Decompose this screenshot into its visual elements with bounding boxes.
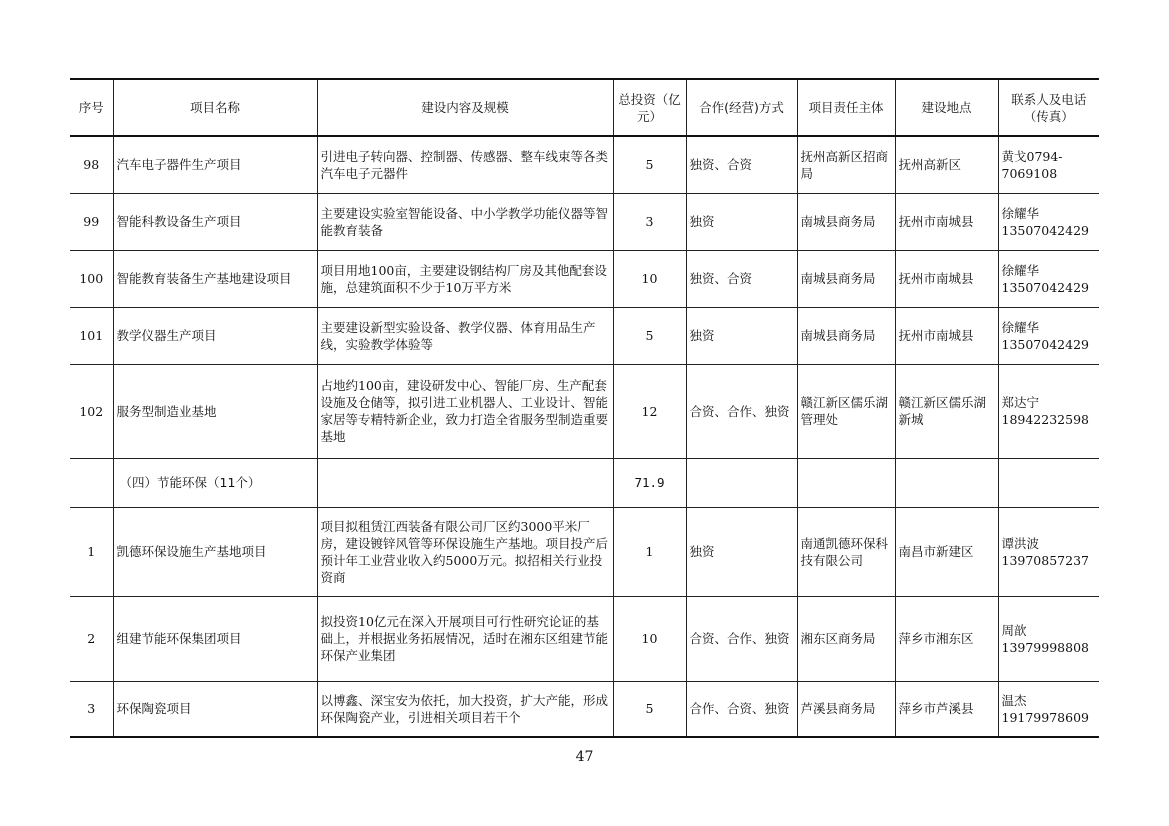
header-content: 建设内容及规模 bbox=[317, 79, 613, 136]
row-contact bbox=[998, 136, 1099, 193]
row-location: 萍乡市芦溪县 bbox=[895, 681, 998, 737]
contact-name: 温杰 bbox=[1001, 692, 1027, 708]
contact-name: 谭洪波 bbox=[1001, 535, 1040, 551]
row-seq: 102 bbox=[70, 364, 113, 458]
contact-phone: 19179978609 bbox=[1001, 709, 1089, 725]
row-owner: 南通凯德环保科技有限公司 bbox=[797, 507, 895, 596]
row-cooperation: 独资 bbox=[686, 193, 797, 250]
header-seq: 序号 bbox=[70, 79, 113, 136]
row-content: 项目用地100亩，主要建设钢结构厂房及其他配套设施，总建筑面积不少于10万平方米 bbox=[317, 250, 613, 307]
row-location: 抚州市南城县 bbox=[895, 250, 998, 307]
row-content: 主要建设实验室智能设备、中小学教学功能仪器等智能教育装备 bbox=[317, 193, 613, 250]
row-cooperation: 合资、合作、独资 bbox=[686, 596, 797, 681]
row-content: 拟投资10亿元在深入开展项目可行性研究论证的基础上，并根据业务拓展情况，适时在湘东区组建节能环保产业集团 bbox=[317, 596, 613, 681]
contact-name: 徐耀华 bbox=[1001, 262, 1040, 278]
row-cooperation: 合作、合资、独资 bbox=[686, 681, 797, 737]
row-seq: 99 bbox=[70, 193, 113, 250]
row-cooperation: 独资、合资 bbox=[686, 136, 797, 193]
row-name: 汽车电子器件生产项目 bbox=[113, 136, 317, 193]
row-investment: 5 bbox=[613, 307, 686, 364]
contact-name: 郑达宁 bbox=[1001, 395, 1040, 410]
row-contact bbox=[998, 364, 1099, 458]
table-row bbox=[70, 596, 1099, 681]
table-row bbox=[70, 193, 1099, 250]
section-owner bbox=[797, 458, 895, 507]
row-investment: 12 bbox=[613, 364, 686, 458]
section-seq bbox=[70, 458, 113, 507]
row-name: 服务型制造业基地 bbox=[113, 364, 317, 458]
row-name: 智能教育装备生产基地建设项目 bbox=[113, 250, 317, 307]
row-location: 抚州市南城县 bbox=[895, 193, 998, 250]
row-cooperation: 独资、合资 bbox=[686, 250, 797, 307]
row-name: 智能科教设备生产项目 bbox=[113, 193, 317, 250]
row-name: 凯德环保设施生产基地项目 bbox=[113, 507, 317, 596]
contact-name: 徐耀华 bbox=[1001, 205, 1040, 221]
row-contact bbox=[998, 596, 1099, 681]
row-location: 赣江新区儒乐湖新城 bbox=[895, 364, 998, 458]
section-title: （四）节能环保（11个） bbox=[113, 458, 317, 507]
row-owner: 赣江新区儒乐湖管理处 bbox=[797, 364, 895, 458]
table-row bbox=[70, 307, 1099, 364]
header-contact: 联系人及电话（传真） bbox=[998, 79, 1099, 136]
section-location bbox=[895, 458, 998, 507]
row-contact bbox=[998, 250, 1099, 307]
table-row bbox=[70, 250, 1099, 307]
row-cooperation: 独资 bbox=[686, 307, 797, 364]
row-owner: 南城县商务局 bbox=[797, 193, 895, 250]
row-investment: 10 bbox=[613, 250, 686, 307]
contact-phone: 13979998808 bbox=[1001, 639, 1089, 655]
row-seq: 2 bbox=[70, 596, 113, 681]
contact-phone: 13507042429 bbox=[1001, 222, 1089, 238]
table-row bbox=[70, 364, 1099, 458]
header-investment: 总投资（亿元） bbox=[613, 79, 686, 136]
row-content: 占地约100亩，建设研发中心、智能厂房、生产配套设施及仓储等，拟引进工业机器人、工业设计、智能家居等专精特新企业，致力打造全省服务型制造重要基地 bbox=[317, 364, 613, 458]
table-row bbox=[70, 681, 1099, 737]
header-name: 项目名称 bbox=[113, 79, 317, 136]
row-content: 主要建设新型实验设备、教学仪器、体育用品生产线，实验教学体验等 bbox=[317, 307, 613, 364]
table-header-row bbox=[70, 79, 1099, 136]
row-owner: 芦溪县商务局 bbox=[797, 681, 895, 737]
row-content: 以博鑫、深宝安为依托，加大投资，扩大产能，形成环保陶瓷产业，引进相关项目若干个 bbox=[317, 681, 613, 737]
row-name: 教学仪器生产项目 bbox=[113, 307, 317, 364]
row-seq: 98 bbox=[70, 136, 113, 193]
row-investment: 5 bbox=[613, 136, 686, 193]
contact-name: 徐耀华 bbox=[1001, 319, 1040, 335]
row-location: 萍乡市湘东区 bbox=[895, 596, 998, 681]
contact-name: 黄戈0794- bbox=[1001, 148, 1063, 164]
contact-phone: 13970857237 bbox=[1001, 552, 1089, 568]
contact-phone: 18942232598 bbox=[1001, 412, 1089, 427]
row-content: 项目拟租赁江西装备有限公司厂区约3000平米厂房，建设镀锌风管等环保设施生产基地。项目投产后预计年工业营业收入约5000万元。拟招相关行业投资商 bbox=[317, 507, 613, 596]
row-investment: 5 bbox=[613, 681, 686, 737]
row-owner: 南城县商务局 bbox=[797, 307, 895, 364]
project-table bbox=[70, 78, 1099, 738]
row-seq: 1 bbox=[70, 507, 113, 596]
row-owner: 抚州高新区招商局 bbox=[797, 136, 895, 193]
row-investment: 1 bbox=[613, 507, 686, 596]
table-row bbox=[70, 507, 1099, 596]
row-location: 南昌市新建区 bbox=[895, 507, 998, 596]
section-cooperation bbox=[686, 458, 797, 507]
row-location: 抚州市南城县 bbox=[895, 307, 998, 364]
row-name: 组建节能环保集团项目 bbox=[113, 596, 317, 681]
header-location: 建设地点 bbox=[895, 79, 998, 136]
section-contact bbox=[998, 458, 1099, 507]
row-owner: 湘东区商务局 bbox=[797, 596, 895, 681]
row-seq: 3 bbox=[70, 681, 113, 737]
row-owner: 南城县商务局 bbox=[797, 250, 895, 307]
contact-name: 周歆 bbox=[1001, 622, 1027, 638]
row-seq: 101 bbox=[70, 307, 113, 364]
contact-phone: 13507042429 bbox=[1001, 336, 1089, 352]
header-owner: 项目责任主体 bbox=[797, 79, 895, 136]
page-number: 47 bbox=[575, 749, 594, 765]
section-row bbox=[70, 458, 1099, 507]
row-contact bbox=[998, 307, 1099, 364]
row-investment: 3 bbox=[613, 193, 686, 250]
row-cooperation: 合资、合作、独资 bbox=[686, 364, 797, 458]
contact-phone: 7069108 bbox=[1001, 165, 1058, 181]
row-contact bbox=[998, 681, 1099, 737]
table-row bbox=[70, 136, 1099, 193]
row-location: 抚州高新区 bbox=[895, 136, 998, 193]
row-contact bbox=[998, 507, 1099, 596]
section-content bbox=[317, 458, 613, 507]
row-investment: 10 bbox=[613, 596, 686, 681]
row-seq: 100 bbox=[70, 250, 113, 307]
header-cooperation: 合作(经营)方式 bbox=[686, 79, 797, 136]
section-investment: 71.9 bbox=[613, 458, 686, 507]
row-cooperation: 独资 bbox=[686, 507, 797, 596]
row-content: 引进电子转向器、控制器、传感器、整车线束等各类汽车电子元器件 bbox=[317, 136, 613, 193]
row-contact bbox=[998, 193, 1099, 250]
row-name: 环保陶瓷项目 bbox=[113, 681, 317, 737]
contact-phone: 13507042429 bbox=[1001, 279, 1089, 295]
